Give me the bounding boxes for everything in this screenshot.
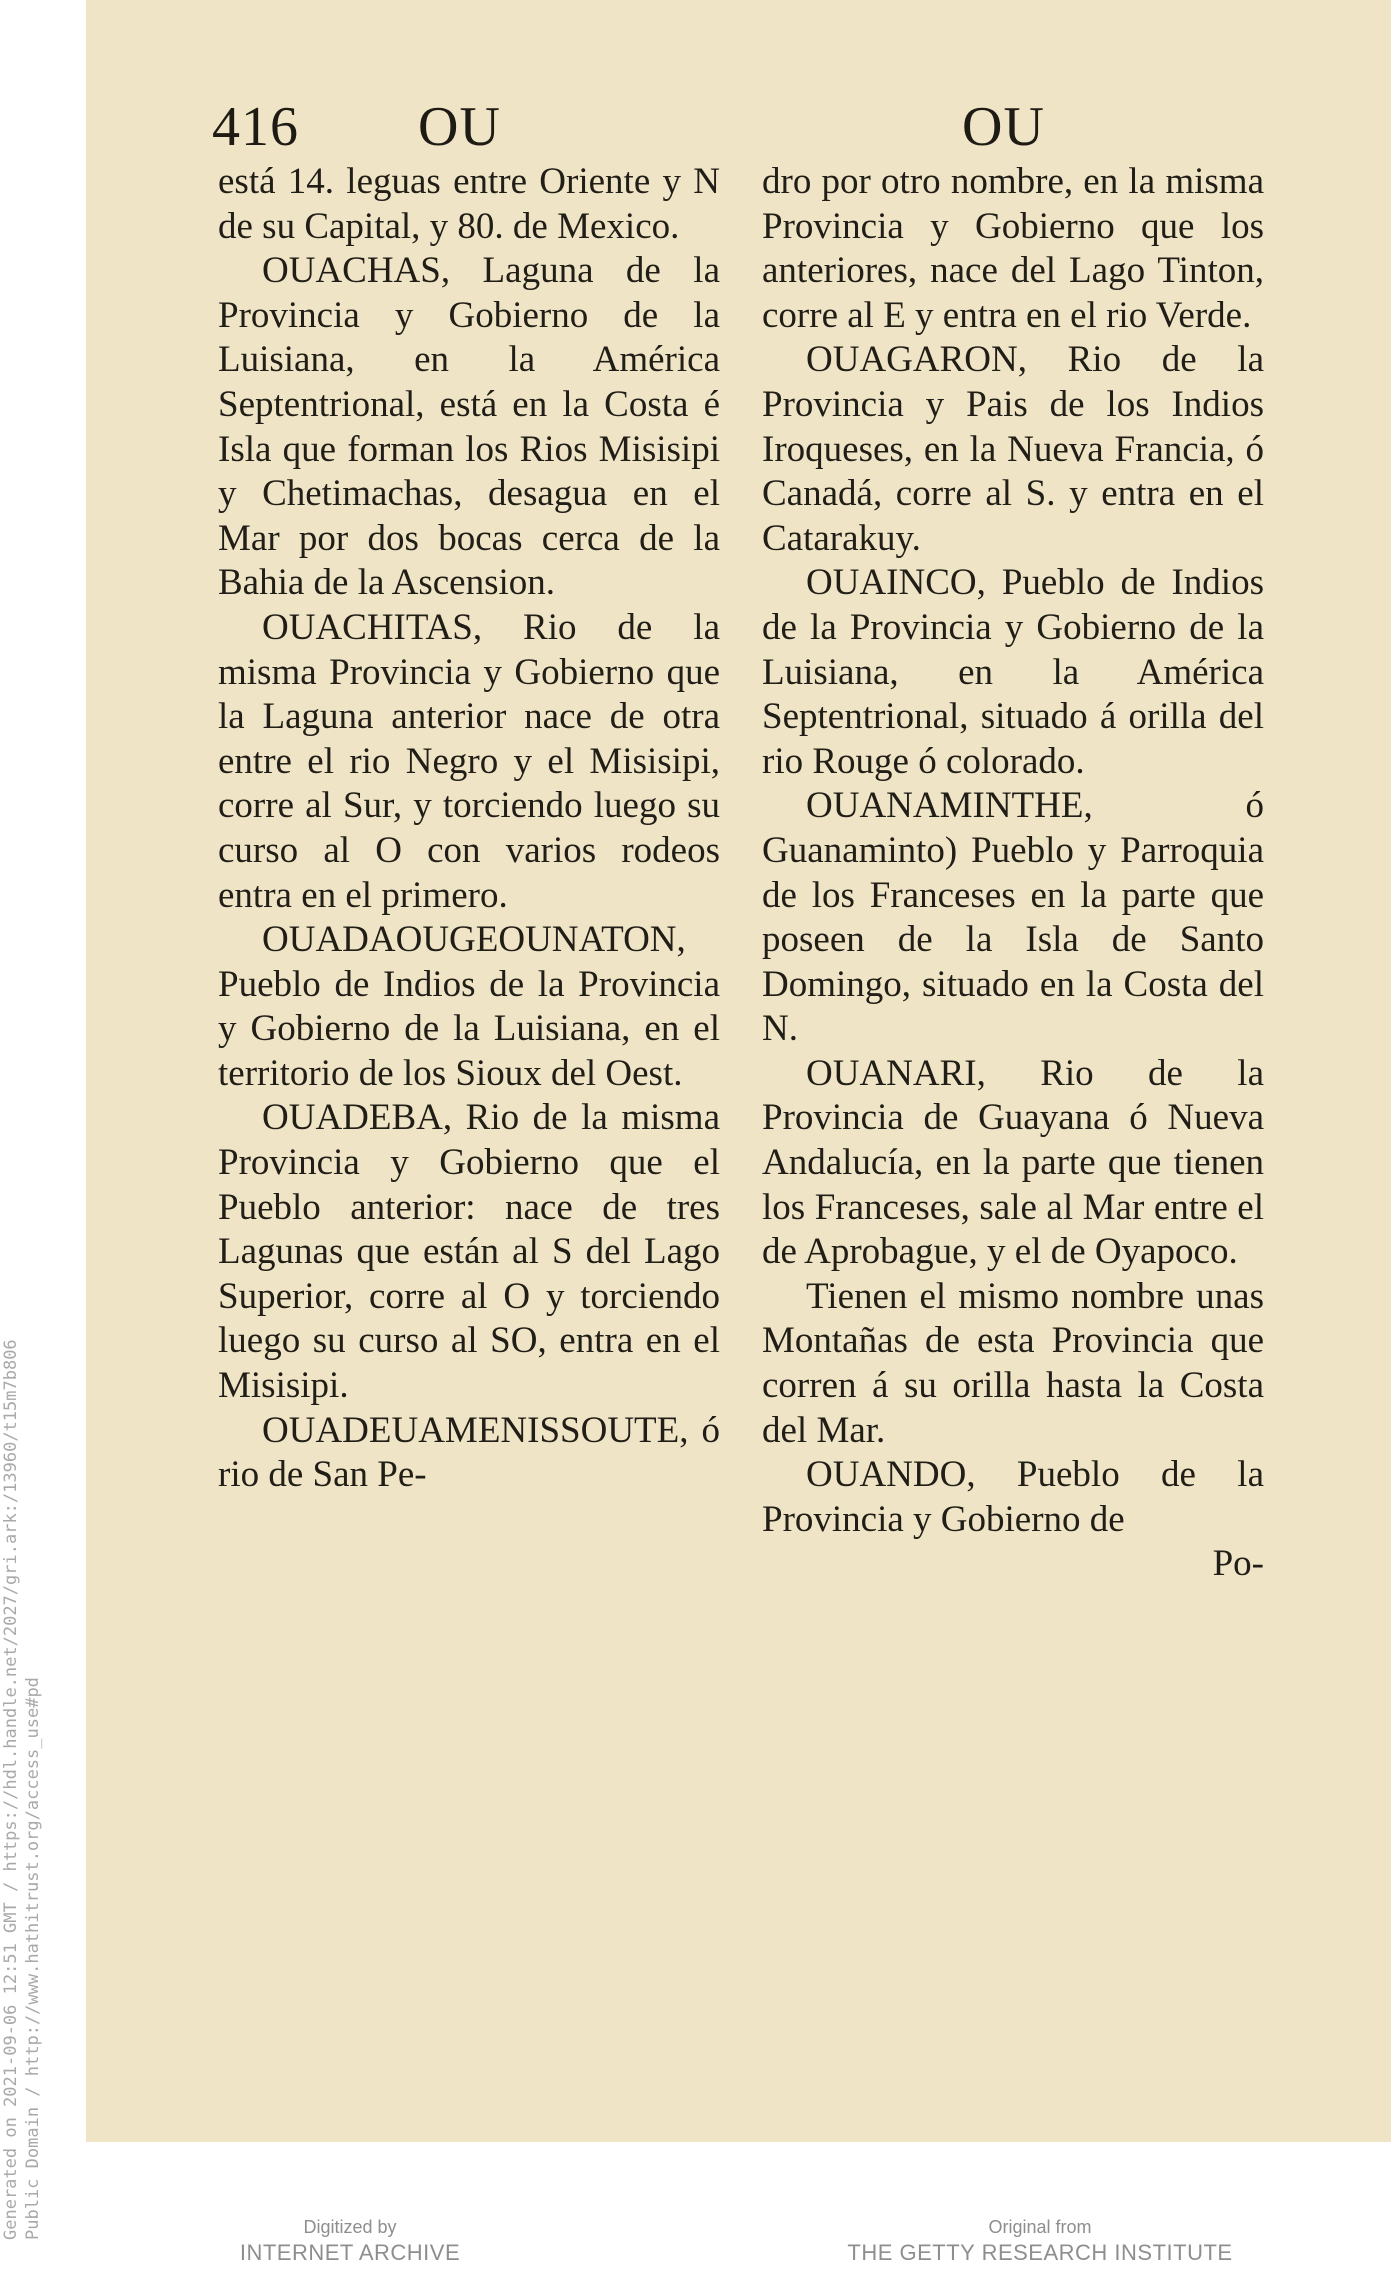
original-label: Original from	[988, 2217, 1092, 2237]
watermark-line-generated: Generated on 2021-09-06 12:51 GMT / https://hdl.handle.net/2027/gri.ark:/13960/t15m7b806	[1, 1339, 21, 2240]
paragraph-montanas: Tienen el mismo nombre unas Montañas de esta Provincia que corren á su orilla hasta la Costa del Mar.	[762, 1275, 1264, 1451]
left-text-column	[218, 160, 720, 1498]
digitized-source: INTERNET ARCHIVE	[239, 2240, 461, 2265]
entry-ouagaron: OUAGARON, Rio de la Provincia y Pais de los Indios Iroqueses, en la Nueva Francia, ó Canadá, corre al S. y entra en el Catarakuy.	[762, 339, 1264, 559]
entry-ouainco: OUAINCO, Pueblo de Indios de la Provincia y Gobierno de la Luisiana, en la América Septentrional, situado á orilla del rio Rouge ó colorado.	[762, 562, 1264, 782]
entry-ouanari: OUANARI, Rio de la Provincia de Guayana ó Nueva Andalucía, en la parte que tienen los Franceses, sale al Mar entre el de Aprobague, y el de Oyapoco.	[762, 1052, 1264, 1273]
entry-ouanaminthe: OUANAMINTHE, ó Guanaminto) Pueblo y Parroquia de los Franceses en la parte que poseen de la Isla de Santo Domingo, situado en la Costa del N.	[762, 785, 1264, 1050]
entry-ouadaougeounaton: OUADAOUGEOUNATON, Pueblo de Indios de la Provincia y Gobierno de la Luisiana, en el territorio de los Sioux del Oest.	[218, 919, 720, 1094]
paragraph: dro por otro nombre, en la misma Provincia y Gobierno que los anteriores, nace del Lago Tinton, corre al E y entra en el rio Verde.	[762, 161, 1264, 336]
entry-ouadeuamenissoute: OUADEUAMENISSOUTE, ó rio de San Pe-	[218, 1409, 720, 1496]
entry-ouachas: OUACHAS, Laguna de la Provincia y Gobierno de la Luisiana, en la América Septentrional, está en la Costa é Isla que forman los Rios Misisipi y Chetimachas, desagua en el Mar por dos bocas cerca de la Bahia de la Ascension.	[218, 250, 720, 604]
entry-ouadeba: OUADEBA, Rio de la misma Provincia y Gobierno que el Pueblo anterior: nace de tres Lagunas que están al S del Lago Superior, corre al O y torciendo luego su curso al SO, entra en el Misisipi.	[218, 1097, 720, 1407]
digitized-label: Digitized by	[303, 2217, 397, 2237]
paragraph: está 14. leguas entre Oriente y N de su Capital, y 80. de Mexico.	[218, 161, 720, 247]
hathitrust-watermark	[0, 1140, 44, 2240]
right-text-column	[762, 160, 1264, 1587]
page-number: 416	[212, 96, 299, 158]
entry-ouachitas: OUACHITAS, Rio de la misma Provincia y Gobierno que la Laguna anterior nace de otra entre el rio Negro y el Misisipi, corre al Sur, y torciendo luego su curso al O con varios rodeos entra en el primero.	[218, 606, 720, 916]
left-running-head: OU	[418, 96, 501, 158]
catchword: Po-	[1212, 1543, 1264, 1585]
digitized-by-credit	[210, 2215, 490, 2267]
original-from-credit	[840, 2215, 1240, 2267]
watermark-line-rights: Public Domain / http://www.hathitrust.org/access_use#pd	[23, 1677, 43, 2240]
entry-ouando: OUANDO, Pueblo de la Provincia y Gobierno de	[762, 1454, 1264, 1540]
right-running-head: OU	[962, 96, 1045, 158]
original-source: THE GETTY RESEARCH INSTITUTE	[847, 2240, 1233, 2265]
